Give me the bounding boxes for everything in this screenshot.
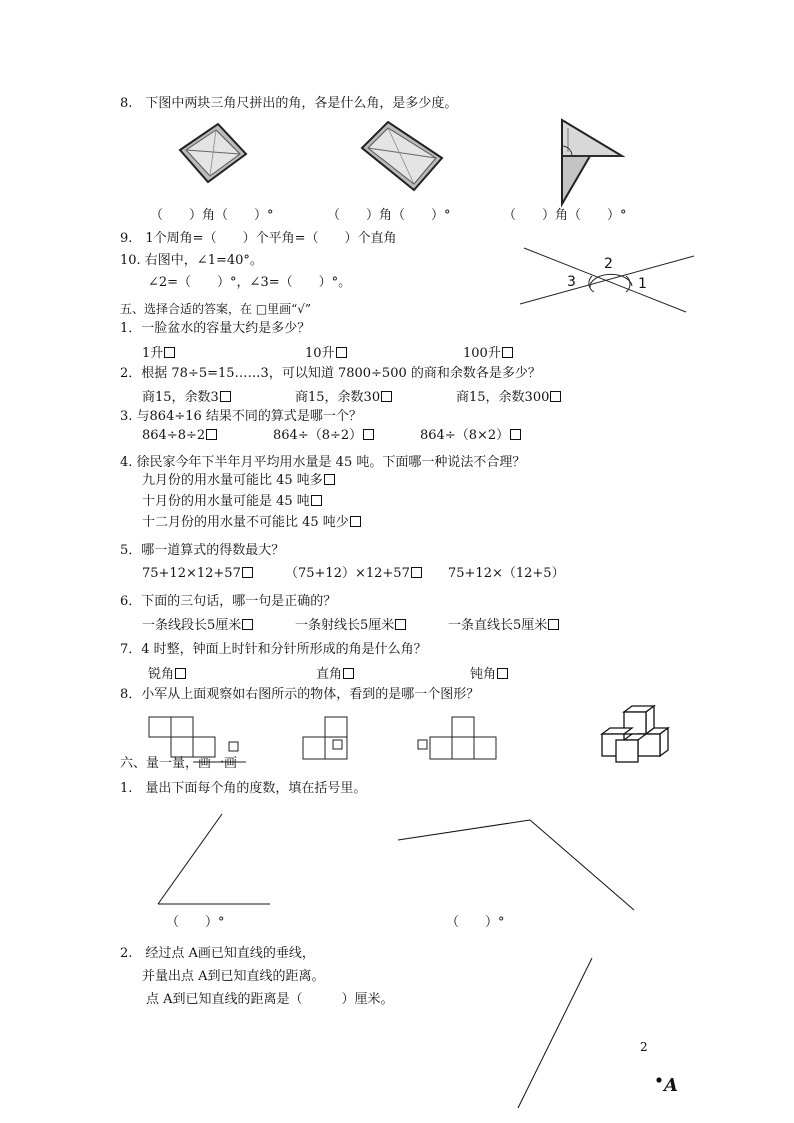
checkbox[interactable]: [206, 429, 217, 440]
s5-q4-option-b: 十月份的用水量可能是 45 吨: [142, 494, 322, 510]
checkbox[interactable]: [324, 474, 335, 485]
s5-q7-option-a: 锐角: [148, 667, 186, 683]
checkbox[interactable]: [164, 347, 175, 358]
set-square-figure-2: [358, 118, 444, 194]
checkbox[interactable]: [418, 740, 427, 749]
given-line-figure: [512, 952, 598, 1114]
s5-q3-option-c: 864÷（8×2）: [420, 428, 521, 444]
s5-q8-stem: 8．小军从上面观察如右图所示的物体，看到的是哪一个图形？: [120, 687, 480, 702]
section6-title: 六、量一量，画一画: [120, 756, 238, 771]
checkbox[interactable]: [363, 429, 374, 440]
checkbox[interactable]: [510, 429, 521, 440]
checkbox[interactable]: [350, 516, 361, 527]
s5-q3-option-b: 864÷（8÷2）: [273, 428, 374, 444]
s5-q5-option-c: 75+12×（12+5）: [448, 566, 565, 581]
s5-q3-option-a: 864÷8÷2: [142, 428, 217, 444]
checkbox[interactable]: [336, 347, 347, 358]
point-a-dot: [655, 1076, 663, 1084]
checkbox[interactable]: [548, 619, 559, 630]
top-view-option-b: [300, 716, 352, 766]
point-a-label: A: [664, 1075, 678, 1096]
s5-q5-stem: 5．哪一道算式的得数最大？: [120, 543, 285, 558]
intersecting-lines-figure: [518, 244, 698, 316]
cube-stack-figure: [598, 702, 672, 766]
q8-stem: 8. 下图中两块三角尺拼出的角，各是什么角，是多少度。: [120, 96, 458, 111]
s5-q1-option-a: 1升: [142, 346, 175, 362]
angle-label-3: 3: [567, 274, 576, 290]
q8-answer-1: （ ）角（ ）°: [150, 208, 274, 223]
s5-q2-option-b: 商15，余数30: [295, 390, 392, 406]
top-view-option-c: [416, 716, 500, 766]
s5-q6-option-c: 一条直线长5厘米: [448, 618, 559, 634]
q9-text: 9. 1个周角=（ ）个平角=（ ）个直角: [120, 231, 397, 246]
s5-q5-option-a: 75+12×12+57: [142, 566, 253, 582]
checkbox[interactable]: [411, 567, 422, 578]
page-number: 2: [640, 1040, 648, 1054]
s5-q1-option-b: 10升: [305, 346, 347, 362]
s5-q5-option-b: （75+12）×12+57: [285, 566, 422, 582]
checkbox[interactable]: [333, 740, 342, 749]
s6-q2-line2: 并量出点 A到已知直线的距离。: [142, 969, 325, 984]
q10-line1: 10. 右图中，∠1=40°。: [120, 253, 263, 268]
checkbox[interactable]: [502, 347, 513, 358]
s5-q3-stem: 3. 与864÷16 结果不同的算式是哪一个？: [120, 409, 362, 424]
s6-q2-line3: 点 A到已知直线的距离是（ ）厘米。: [146, 992, 394, 1007]
checkbox[interactable]: [395, 619, 406, 630]
s6-q2-line1: 2. 经过点 A画已知直线的垂线，: [120, 946, 315, 961]
s6-q1-answer-2: （ ）°: [446, 915, 505, 930]
s5-q7-stem: 7．4 时整，钟面上时针和分针所形成的角是什么角？: [120, 642, 427, 657]
s6-q1-stem: 1. 量出下面每个角的度数，填在括号里。: [120, 781, 367, 796]
section5-title: 五、选择合适的答案，在 □里画“√”: [120, 302, 312, 316]
s5-q2-stem: 2．根据 78÷5=15……3，可以知道 7800÷500 的商和余数各是多少？: [120, 366, 541, 381]
checkbox[interactable]: [381, 391, 392, 402]
checkbox[interactable]: [343, 668, 354, 679]
checkbox[interactable]: [242, 567, 253, 578]
checkbox[interactable]: [220, 391, 231, 402]
angle-figure-2: [392, 814, 642, 918]
s5-q4-option-c: 十二月份的用水量不可能比 45 吨少: [142, 515, 361, 531]
s5-q2-option-a: 商15，余数3: [142, 390, 231, 406]
s5-q7-option-c: 钝角: [470, 667, 508, 683]
checkbox[interactable]: [550, 391, 561, 402]
checkbox[interactable]: [497, 668, 508, 679]
q10-line2: ∠2=（ ）°，∠3=（ ）°。: [148, 275, 352, 290]
s5-q6-option-b: 一条射线长5厘米: [295, 618, 406, 634]
checkbox[interactable]: [242, 619, 253, 630]
s5-q6-option-a: 一条线段长5厘米: [142, 618, 253, 634]
checkbox[interactable]: [229, 742, 238, 751]
s5-q7-option-b: 直角: [316, 667, 354, 683]
s5-q4-option-a: 九月份的用水量可能比 45 吨多: [142, 473, 335, 489]
s6-q1-answer-1: （ ）°: [166, 915, 225, 930]
checkbox[interactable]: [311, 495, 322, 506]
s5-q4-stem: 4. 徐民家今年下半年月平均用水量是 45 吨。下面哪一种说法不合理？: [120, 455, 526, 470]
angle-label-1: 1: [638, 276, 647, 292]
q8-answer-2: （ ）角（ ）°: [327, 208, 451, 223]
s5-q2-option-c: 商15，余数300: [456, 390, 561, 406]
angle-figure-1: [150, 808, 280, 912]
q8-answer-3: （ ）角（ ）°: [503, 208, 627, 223]
angle-label-2: 2: [604, 256, 613, 272]
s5-q6-stem: 6．下面的三句话，哪一句是正确的？: [120, 594, 337, 609]
checkbox[interactable]: [175, 668, 186, 679]
s5-q1-stem: 1．一脸盆水的容量大约是多少？: [120, 321, 311, 336]
set-square-figure-1: [172, 120, 252, 190]
s5-q1-option-c: 100升: [463, 346, 513, 362]
set-square-figure-3: [558, 116, 630, 206]
